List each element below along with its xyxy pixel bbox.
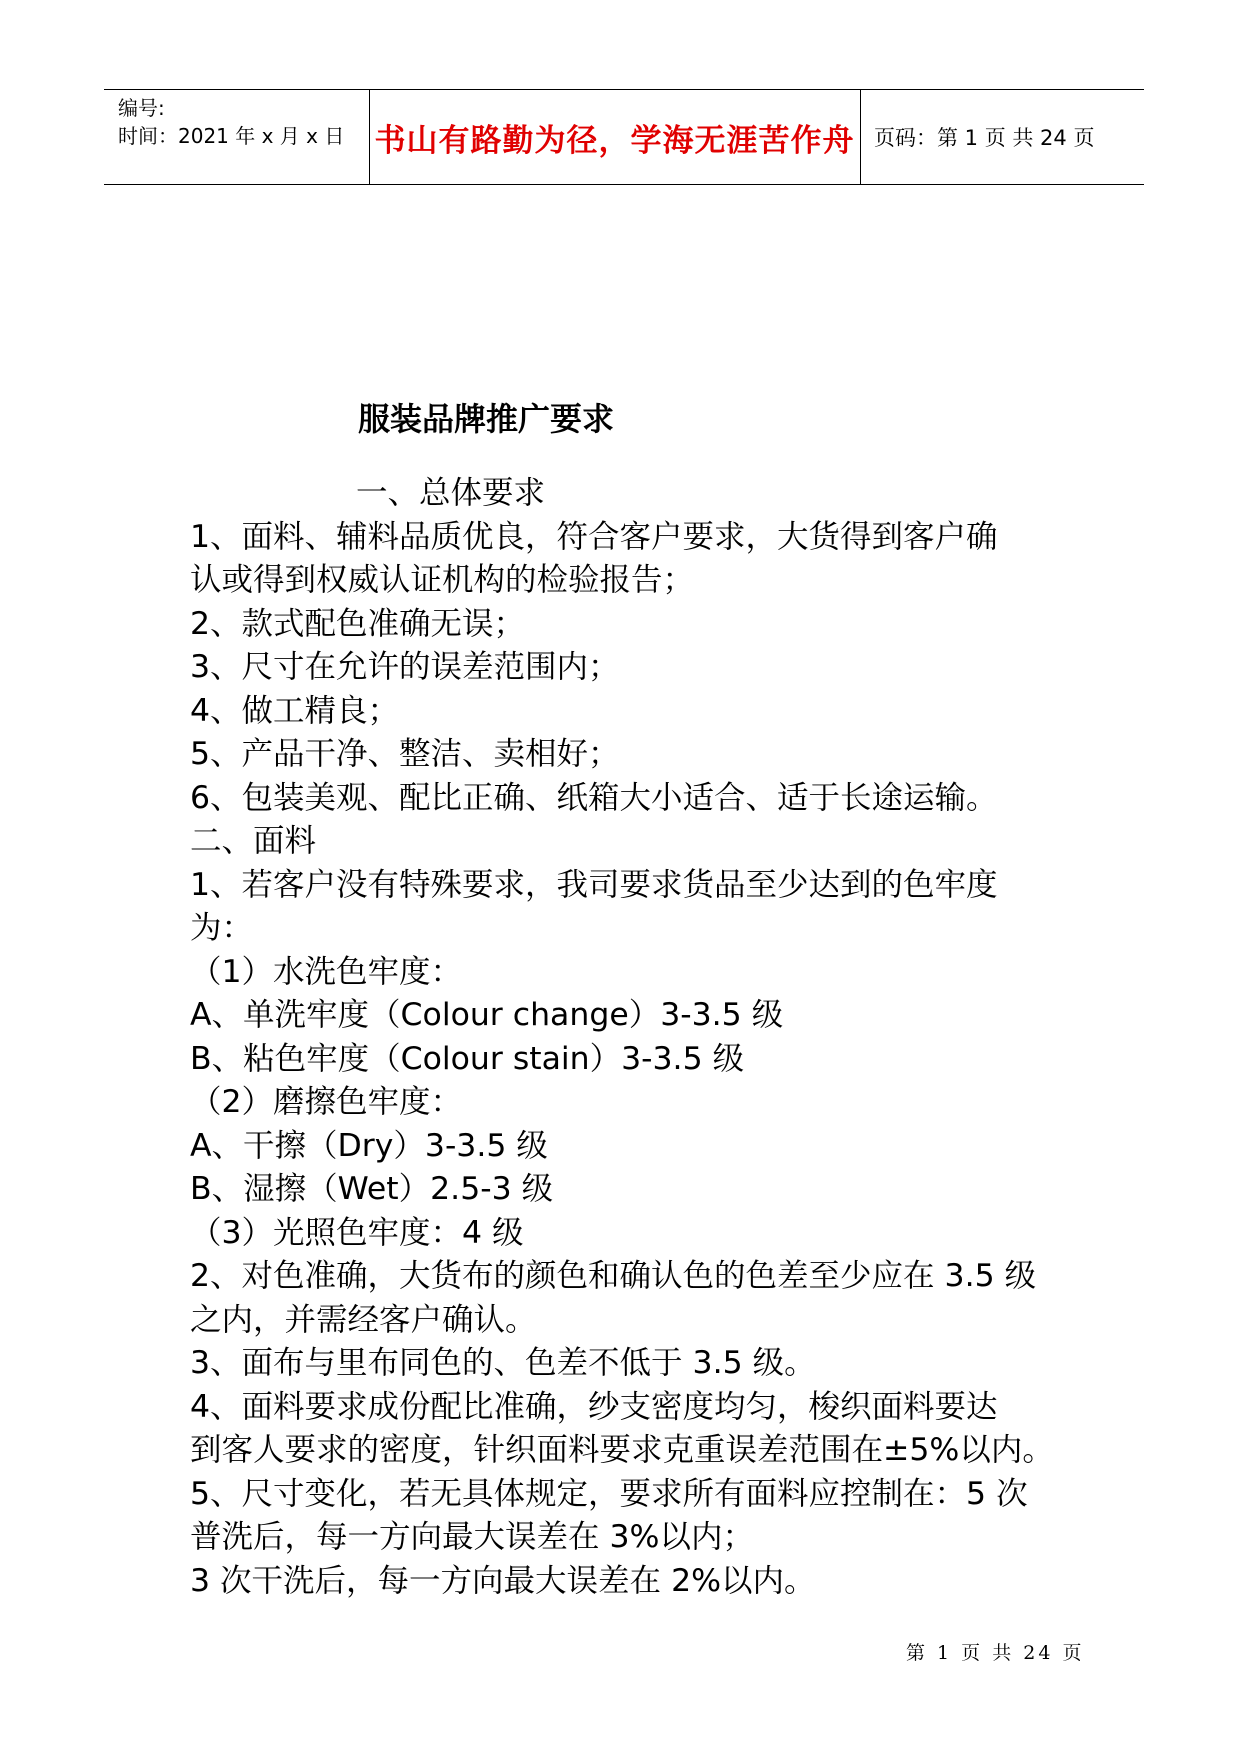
text-line: 之内，并需经客户确认。	[190, 1301, 537, 1338]
header-page-info: 页码：第 1 页 共 24 页	[874, 126, 1095, 150]
section-heading: 一、总体要求	[356, 475, 546, 511]
text-line: 3 次干洗后，每一方向最大误差在 2%以内。	[190, 1562, 816, 1599]
text-line: 4、做工精良；	[190, 692, 400, 729]
header-table	[104, 89, 1144, 185]
text-line: 1、面料、辅料品质优良，符合客户要求，大货得到客户确	[190, 518, 998, 555]
text-line: 5、产品干净、整洁、卖相好；	[190, 736, 620, 772]
document-title: 服装品牌推广要求	[358, 400, 615, 438]
text-line: 3、尺寸在允许的误差范围内；	[190, 649, 620, 685]
text-line: 6、包装美观、配比正确、纸箱大小适合、适于长途运输。	[190, 779, 998, 816]
text-line: 认或得到权威认证机构的检验报告；	[190, 562, 695, 598]
text-line: 2、款式配色准确无误；	[190, 605, 526, 642]
text-line: B、湿擦（Wet）2.5-3 级	[190, 1171, 554, 1207]
text-line: 2、对色准确，大货布的颜色和确认色的色差至少应在 3.5 级	[190, 1258, 1037, 1294]
text-line: B、粘色牢度（Colour stain）3-3.5 级	[190, 1040, 745, 1077]
text-line: 3、面布与里布同色的、色差不低于 3.5 级。	[190, 1345, 816, 1381]
text-line: （2）磨擦色牢度：	[190, 1084, 463, 1120]
text-line: （1）水洗色牢度：	[190, 953, 463, 990]
page-footer: 第 1 页 共 24 页	[906, 1642, 1085, 1664]
document-body	[190, 472, 1070, 1603]
header-left-cell	[118, 94, 344, 150]
text-line: 5、尺寸变化，若无具体规定，要求所有面料应控制在：5 次	[190, 1475, 1028, 1512]
text-line: A、干擦（Dry）3-3.5 级	[190, 1127, 548, 1164]
text-line: 普洗后，每一方向最大误差在 3%以内；	[190, 1519, 754, 1555]
header-motto: 书山有路勤为径，学海无涯苦作舟	[374, 122, 855, 159]
text-line: （3）光照色牢度：4 级	[190, 1214, 524, 1251]
time-label: 时间：2021 年 x 月 x 日	[118, 124, 345, 148]
text-line: A、单洗牢度（Colour change）3-3.5 级	[190, 997, 784, 1033]
text-line: 1、若客户没有特殊要求，我司要求货品至少达到的色牢度	[190, 866, 998, 903]
text-line: 为：	[190, 910, 254, 946]
text-line: 到客人要求的密度，针织面料要求克重误差范围在±5%以内。	[190, 1432, 1054, 1468]
header-divider	[860, 90, 861, 184]
number-label: 编号:	[118, 96, 165, 120]
text-line: 4、面料要求成份配比准确，纱支密度均匀，梭织面料要达	[190, 1388, 998, 1425]
section-heading: 二、面料	[190, 823, 317, 859]
